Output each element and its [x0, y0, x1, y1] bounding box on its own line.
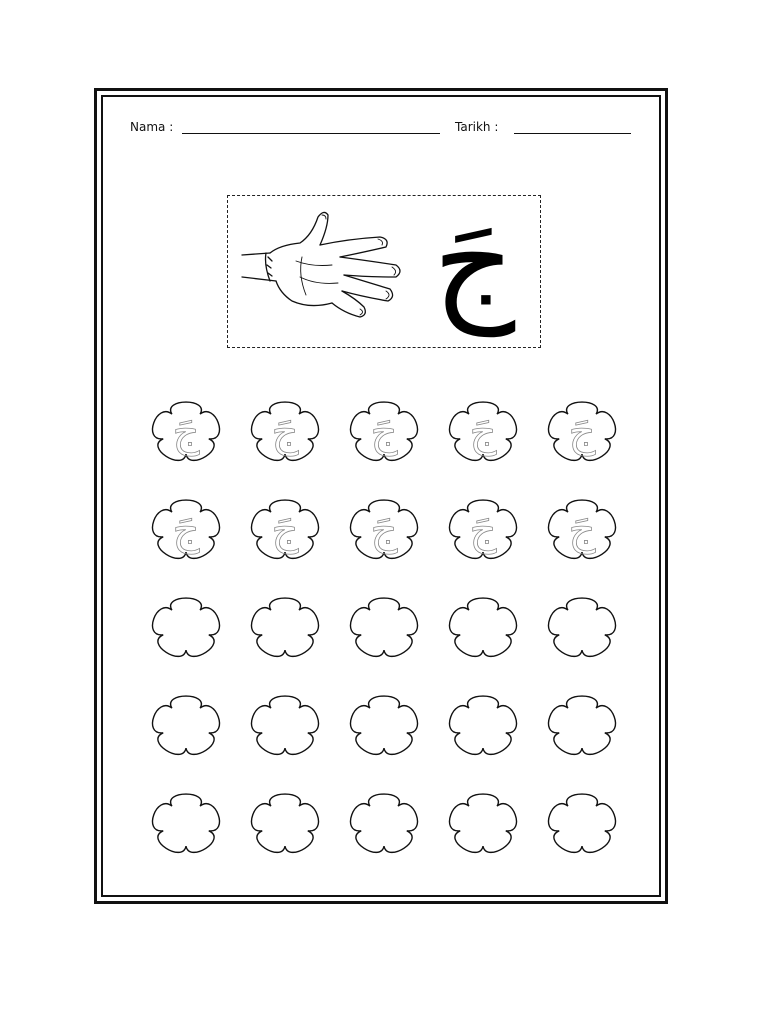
date-line[interactable] [514, 133, 631, 134]
trace-letter: جَ [172, 505, 200, 554]
flower-outline-icon [437, 682, 529, 766]
flower-outline-icon [536, 682, 628, 766]
tracing-flower[interactable] [437, 388, 529, 472]
tracing-flower[interactable] [536, 388, 628, 472]
flower-outline-icon [140, 780, 232, 864]
reference-letter: جَ [432, 188, 516, 337]
blank-flower[interactable] [437, 682, 529, 766]
trace-letter: جَ [469, 407, 497, 456]
blank-flower[interactable] [536, 682, 628, 766]
tracing-flower[interactable] [437, 486, 529, 570]
tracing-flower[interactable] [140, 388, 232, 472]
flower-outline-icon [536, 584, 628, 668]
blank-flower[interactable] [239, 780, 331, 864]
blank-flower[interactable] [239, 584, 331, 668]
trace-letter: جَ [271, 407, 299, 456]
flower-outline-icon [338, 682, 430, 766]
trace-letter: جَ [370, 407, 398, 456]
flower-outline-icon [437, 780, 529, 864]
trace-letter: جَ [568, 407, 596, 456]
blank-flower[interactable] [338, 584, 430, 668]
blank-flower[interactable] [338, 682, 430, 766]
trace-letter: جَ [271, 505, 299, 554]
tracing-flower[interactable] [338, 388, 430, 472]
tracing-flower[interactable] [239, 388, 331, 472]
flower-outline-icon [239, 584, 331, 668]
tracing-flower[interactable] [140, 486, 232, 570]
flower-outline-icon [239, 682, 331, 766]
name-label: Nama : [130, 120, 174, 134]
trace-letter: جَ [172, 407, 200, 456]
blank-flower[interactable] [437, 584, 529, 668]
blank-flower[interactable] [536, 780, 628, 864]
trace-letter: جَ [469, 505, 497, 554]
blank-flower[interactable] [140, 780, 232, 864]
flower-outline-icon [338, 584, 430, 668]
flower-outline-icon [338, 780, 430, 864]
tracing-flower[interactable] [536, 486, 628, 570]
flower-outline-icon [239, 780, 331, 864]
blank-flower[interactable] [437, 780, 529, 864]
blank-flower[interactable] [239, 682, 331, 766]
flower-outline-icon [140, 682, 232, 766]
date-label: Tarikh : [455, 120, 499, 134]
flower-outline-icon [140, 584, 232, 668]
blank-flower[interactable] [338, 780, 430, 864]
worksheet-header [130, 118, 640, 138]
trace-letter: جَ [370, 505, 398, 554]
flower-outline-icon [437, 584, 529, 668]
blank-flower[interactable] [140, 584, 232, 668]
tracing-flower[interactable] [338, 486, 430, 570]
blank-flower[interactable] [536, 584, 628, 668]
tracing-flower[interactable] [239, 486, 331, 570]
name-line[interactable] [182, 133, 440, 134]
flower-outline-icon [536, 780, 628, 864]
open-hand-icon [240, 205, 405, 330]
blank-flower[interactable] [140, 682, 232, 766]
trace-letter: جَ [568, 505, 596, 554]
